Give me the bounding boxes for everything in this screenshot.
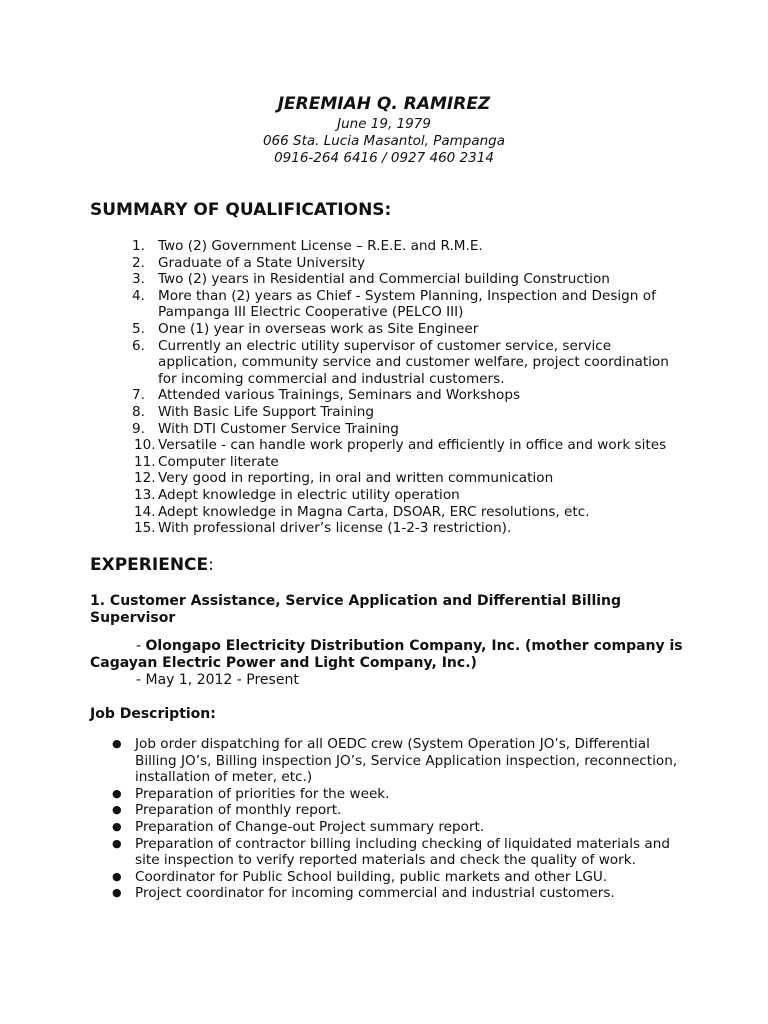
qualification-item [90,288,690,321]
qualification-number: 10. [134,437,156,454]
qualification-text: Two (2) Government License – R.E.E. and R.M.E. [158,238,483,254]
duty-item [90,802,690,819]
qualification-text: Adept knowledge in Magna Carta, DSOAR, ERC resolutions, etc. [158,503,590,520]
bullet-icon: ● [112,886,122,900]
qualification-item [90,487,690,504]
duty-text: Preparation of contractor billing including checking of liquidated materials and site inspection to verify reported materials and check the quality of work. [135,835,670,869]
bullet-icon: ● [112,836,122,850]
bullet-icon: ● [112,819,122,833]
qualification-number: 2. [132,254,145,271]
birthdate: June 19, 1979 [337,116,431,132]
duty-item [90,736,690,786]
qualification-item [90,238,690,255]
job-duties-list [90,736,690,902]
qualification-number: 1. [132,238,145,254]
qualification-item [90,338,690,388]
address: 066 Sta. Lucia Masantol, Pampanga [262,133,506,149]
qualification-text: Two (2) years in Residential and Commercial building Construction [158,271,610,288]
qualifications-list [90,238,690,537]
duty-item [90,836,690,869]
qualification-text: Computer literate [158,453,279,470]
qualification-text: More than (2) years as Chief - System Planning, Inspection and Design of Pampanga III Electric Cooperative (PELCO III) [158,287,656,321]
bullet-icon: ● [112,786,122,800]
qualification-number: 13. [134,486,156,503]
summary-heading: SUMMARY OF QUALIFICATIONS: [90,200,392,220]
qualification-number: 8. [132,403,145,420]
qualification-text: Very good in reporting, in oral and written communication [158,470,554,487]
duty-item [90,869,690,886]
qualification-item [90,404,690,421]
experience-heading [90,554,214,576]
applicant-name: JEREMIAH Q. RAMIREZ [277,94,491,114]
qualification-item [90,470,690,487]
duty-text: Job order dispatching for all OEDC crew (System Operation JO’s, Differential Billing JO’s, Billing inspection JO’s, Service Application inspection, reconnection, installation of meter, etc.) [135,736,678,786]
company-dash: - [136,638,146,654]
qualification-text: One (1) year in overseas work as Site Engineer [158,320,479,337]
qualification-number: 3. [132,271,145,288]
phone-numbers: 0916-264 6416 / 0927 460 2314 [274,150,494,166]
qualification-text: Currently an electric utility supervisor of customer service, service application, community service and customer welfare, project coordination for incoming commercial and industrial customers. [158,337,669,387]
duty-item [90,885,690,902]
experience-heading-colon: : [208,555,214,575]
duty-text: Preparation of Change-out Project summary report. [135,818,485,835]
qualification-item [90,437,690,454]
qualification-text: With professional driver’s license (1-2-3 restriction). [158,520,512,537]
duty-text: Coordinator for Public School building, public markets and other LGU. [135,868,608,885]
bullet-icon: ● [112,803,122,817]
bullet-icon: ● [112,737,122,750]
qualification-number: 9. [132,420,145,437]
qualification-number: 14. [134,503,156,520]
qualification-text: Versatile - can handle work properly and efficiently in office and work sites [158,437,667,454]
qualification-text: Attended various Trainings, Seminars and Workshops [158,387,521,404]
qualification-text: Graduate of a State University [158,254,365,271]
qualification-item [90,520,690,537]
resume-header [0,92,768,167]
qualification-item [90,255,690,272]
qualification-number: 11. [134,453,156,470]
qualification-number: 4. [132,287,145,304]
qualification-item [90,454,690,471]
duty-text: Preparation of priorities for the week. [135,785,390,802]
company-name: Olongapo Electricity Distribution Company, Inc. (mother company is Cagayan Electric Power and Light Company, Inc.) [90,638,683,671]
job-title: 1. Customer Assistance, Service Application and Differential Billing Supervisor [90,593,622,626]
qualification-number: 15. [134,520,156,537]
duty-item [90,786,690,803]
job-description-label: Job Description: [90,706,216,722]
qualification-item [90,421,690,438]
experience-heading-text: EXPERIENCE [90,555,209,575]
bullet-icon: ● [112,869,122,883]
qualification-number: 7. [132,387,145,404]
company-line [90,638,690,672]
duty-text: Project coordinator for incoming commercial and industrial customers. [135,885,615,902]
duty-item [90,819,690,836]
qualification-number: 12. [134,470,156,487]
qualification-text: With Basic Life Support Training [158,403,375,420]
qualification-number: 5. [132,320,145,337]
qualification-text: Adept knowledge in electric utility operation [158,486,460,503]
qualification-item [90,504,690,521]
duty-text: Preparation of monthly report. [135,802,342,819]
qualification-text: With DTI Customer Service Training [158,420,399,437]
qualification-number: 6. [132,337,145,354]
qualification-item [90,387,690,404]
qualification-item [90,271,690,288]
qualification-item [90,321,690,338]
employment-period: - May 1, 2012 - Present [136,672,299,688]
